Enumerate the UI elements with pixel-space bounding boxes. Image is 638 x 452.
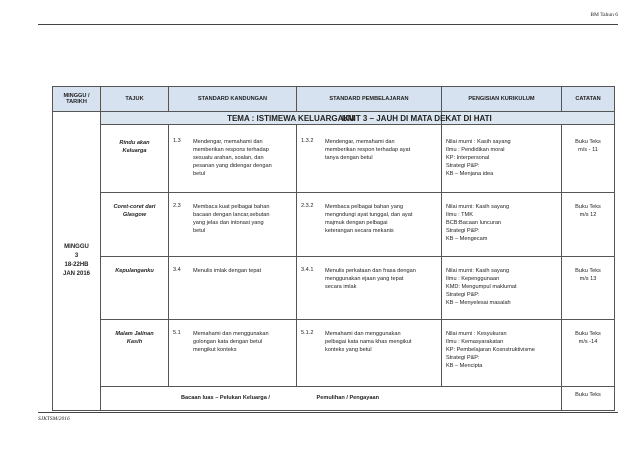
text-line: m/s 13 (579, 276, 597, 282)
col-header-standard-kandungan: STANDARD KANDUNGAN (169, 87, 297, 112)
standard-pembelajaran-cell (297, 193, 442, 257)
text-line: Menulis perkataan dan frasa dengan (325, 268, 416, 274)
text-line: golongan kata dengan betul (193, 339, 263, 345)
standard-pembelajaran-cell (297, 257, 442, 320)
text-line: yang jelas dan intonasi yang (193, 220, 264, 226)
standard-kandungan-cell (169, 193, 297, 257)
pengisian-kurikulum-cell (442, 193, 562, 257)
pemulihan-text: Pemulihan / Pengayaan (316, 395, 379, 401)
text-line: mengndungi ayat tunggal, dan ayat (325, 212, 413, 218)
tajuk-line: Coret-coret dari (113, 204, 156, 210)
minggu-cell (53, 112, 101, 411)
pengisian-kurikulum-cell (442, 125, 562, 193)
text-line: Buku Teks (575, 331, 601, 337)
unit-title-text: UNIT 3 – JAUH DI MATA DEKAT DI HATI (342, 113, 492, 123)
sk-number: 1.3 (173, 138, 181, 144)
sp-number: 2.3.2 (301, 203, 314, 209)
sp-text (325, 193, 416, 239)
table-row (53, 320, 615, 387)
pengisian-kurikulum-cell (442, 257, 562, 320)
col-header-minggu: MINGGU / TARIKH (53, 87, 101, 112)
tajuk-cell (101, 193, 169, 257)
catatan-cell: Buku Teks (562, 387, 615, 411)
text-line: tanya dengan betul (325, 155, 373, 161)
text-line: Nilai murni : Kesyukuran (446, 331, 507, 337)
text-line: Nilai murni: Kasih sayang (446, 268, 510, 274)
unit-title (342, 112, 615, 125)
standard-kandungan-cell (169, 320, 297, 387)
text-line: Mendengar, memahami dan (325, 139, 395, 145)
text-line: pelbagai kata nama khas mengikut (325, 339, 412, 345)
table-row (53, 193, 615, 257)
sk-text (193, 320, 273, 358)
text-line: majmuk dengan pelbagai (325, 220, 388, 226)
tajuk-cell (101, 125, 169, 193)
header-rule (38, 24, 618, 25)
text-line: Strategi P&P: (446, 228, 480, 234)
text-line: Ilmu : Kemasyarakatan (446, 339, 504, 345)
catatan-cell (562, 125, 615, 193)
standard-kandungan-cell (169, 125, 297, 193)
sp-number: 3.4.1 (301, 267, 314, 273)
col-header-catatan: CATATAN (562, 87, 615, 112)
text-line: Buku Teks (575, 139, 601, 145)
text-line: Buku Teks (575, 204, 601, 210)
col-header-tajuk: TAJUK (101, 87, 169, 112)
pemulihan-cell (297, 387, 562, 411)
text-line: betul (193, 228, 206, 234)
bacaan-cell (101, 387, 297, 411)
tema-title: TEMA : ISTIMEWA KELUARGAKU (101, 112, 442, 125)
text-line: Ilmu : TMK (446, 212, 473, 218)
text-line: Memahami dan menggunakan (193, 331, 269, 337)
sp-number: 1.3.2 (301, 138, 314, 144)
text-line: m/s 12 (579, 212, 597, 218)
text-line: KB – Mencipta (446, 363, 483, 369)
sk-number: 3.4 (173, 267, 181, 273)
pengisian-kurikulum-cell (442, 320, 562, 387)
text-line: memberikan respons terhadap (193, 147, 269, 153)
text-line: sesuatu arahan, soalan, dan (193, 155, 264, 161)
sp-text (325, 320, 415, 358)
tajuk-cell (101, 257, 169, 320)
text-line: Mendengar, memahami dan (193, 139, 263, 145)
text-line: KP: Interpersonal (446, 155, 490, 161)
minggu-line: JAN 2016 (62, 271, 91, 277)
table-row (53, 125, 615, 193)
text-line: Strategi P&P: (446, 163, 480, 169)
text-line: Nilai murni : Kasih sayang (446, 139, 511, 145)
table-header-row (53, 87, 615, 112)
text-line: Memahami dan menggunakan (325, 331, 401, 337)
text-line: bacaan dengan lancar,sebutan (193, 212, 270, 218)
tema-row (53, 112, 615, 125)
standard-pembelajaran-cell (297, 125, 442, 193)
col-header-standard-pembelajaran: STANDARD PEMBELAJARAN (297, 87, 442, 112)
tajuk-line: Keluarga (122, 148, 147, 154)
table-row (53, 387, 615, 411)
standard-kandungan-cell (169, 257, 297, 320)
tajuk-line: Kepulanganku (115, 268, 154, 274)
sp-text (325, 125, 414, 166)
minggu-line: 3 (74, 253, 79, 259)
text-line: Menulis imlak dengan tepat (193, 268, 262, 274)
text-line: mengikut konteks (193, 347, 237, 353)
text-line: konteks yang betul (325, 347, 372, 353)
text-line: Nilai murni: Kasih sayang (446, 204, 510, 210)
sp-text (325, 257, 420, 295)
text-line: m/s -14 (578, 339, 598, 345)
header-label: BM Tahun 6 (590, 12, 618, 18)
tajuk-line: Malam Jalinan (115, 331, 154, 337)
text-line: keterangan secara mekanis (325, 228, 394, 234)
sk-number: 2.3 (173, 203, 181, 209)
standard-pembelajaran-cell (297, 320, 442, 387)
minggu-line: 18-22HB (64, 262, 89, 268)
table-row (53, 257, 615, 320)
text-line: pesanan yang didengar dengan (193, 163, 272, 169)
text-line: memberikan respon terhadap ayat (325, 147, 411, 153)
tajuk-line: Glasgow (122, 212, 147, 218)
catatan-cell (562, 193, 615, 257)
lesson-plan-table (52, 86, 615, 411)
tajuk-cell (101, 320, 169, 387)
footer-rule (38, 412, 618, 413)
sk-text (193, 257, 265, 279)
catatan-cell (562, 320, 615, 387)
minggu-line: MINGGU (64, 244, 89, 250)
sp-number: 5.1.2 (301, 330, 314, 336)
text-line: KB – Mengecam (446, 236, 488, 242)
text-line: KP: Pembelajaran Kosnstruktivisme (446, 347, 535, 353)
text-line: Strategi P&P: (446, 355, 480, 361)
text-line: Ilmu : Kepenggunaan (446, 276, 500, 282)
text-line: m/s - 11 (578, 147, 598, 153)
sk-text (193, 193, 274, 239)
text-line: Membaca pelbagai bahan yang (325, 204, 404, 210)
col-header-pengisian-kurikulum: PENGISIAN KURIKULUM (442, 87, 562, 112)
text-line: BCB:Bacaan luncuran (446, 220, 502, 226)
text-line: secara imlak (325, 284, 357, 290)
tajuk-line: Rindu akan (119, 140, 150, 146)
text-line: Buku Teks (575, 268, 601, 274)
text-line: menggunakan ejaan yang tepat (325, 276, 404, 282)
text-line: KB – Menyelesai masalah (446, 300, 511, 306)
footer-label: SJKTSM/2016 (38, 416, 70, 422)
tajuk-line: Kasih (126, 339, 143, 345)
text-line: KB – Menjana idea (446, 171, 494, 177)
text-line: betul (193, 171, 206, 177)
sk-text (193, 125, 276, 182)
text-line: KMD: Mengumpul maklumat (446, 284, 517, 290)
text-line: Membaca kuat pelbagai bahan (193, 204, 270, 210)
text-line: Ilmu : Pendidikan moral (446, 147, 505, 153)
bacaan-text: Bacaan luas – Pelukan Keluarga / (181, 395, 270, 401)
sk-number: 5.1 (173, 330, 181, 336)
text-line: Strategi P&P: (446, 292, 480, 298)
catatan-cell (562, 257, 615, 320)
